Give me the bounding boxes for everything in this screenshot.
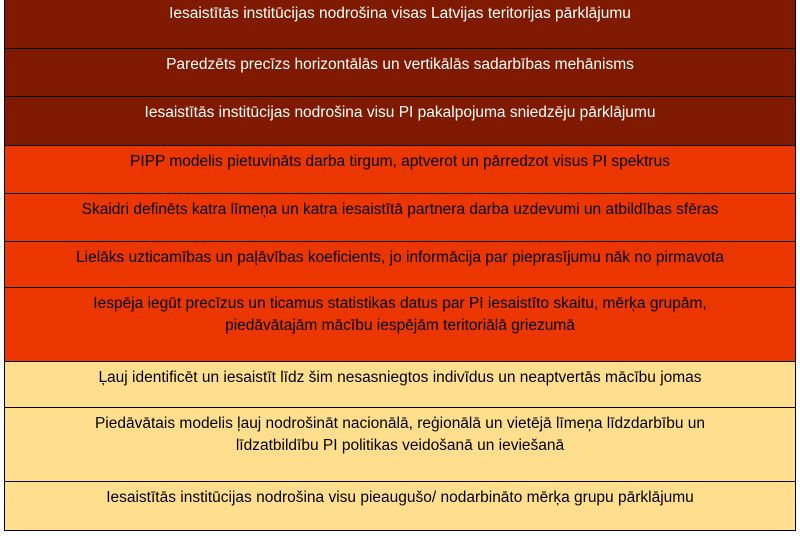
- row-text: Iespēja iegūt precīzus un ticamus statistikas datus par PI iesaistīto skaitu, mērķa grupām, piedāvātajām mācību iespējām teritoriālā griezumā: [93, 295, 707, 334]
- row-text: Skaidri definēts katra līmeņa un katra iesaistītā partnera darba uzdevumi un atbildības sfēras: [81, 201, 719, 218]
- row-text: PIPP modelis pietuvināts darba tirgum, aptverot un pārredzot visus PI spektrus: [130, 153, 670, 170]
- row-text: Piedāvātais modelis ļauj nodrošināt nacionālā, reģionālā un vietējā līmeņa līdzdarbību un līdzatbildību PI politikas veidošanā un ieviešanā: [94, 415, 706, 454]
- table-row: [5, 0, 795, 48]
- table-row: [5, 96, 795, 145]
- row-text: Iesaistītās institūcijas nodrošina visu pieaugušo/ nodarbināto mērķa grupu pārklājumu: [106, 489, 694, 506]
- table-row: [5, 407, 795, 481]
- row-text: Paredzēts precīzs horizontālās un vertikālās sadarbības mehānisms: [166, 56, 634, 73]
- table-row: [5, 361, 795, 407]
- row-text: Iesaistītās institūcijas nodrošina visu PI pakalpojuma sniedzēju pārklājumu: [144, 104, 656, 121]
- table-row: [5, 481, 795, 530]
- benefits-table: [4, 0, 796, 531]
- table-row: [5, 241, 795, 287]
- table-row: [5, 287, 795, 361]
- table-row: [5, 193, 795, 241]
- row-text: Ļauj identificēt un iesaistīt līdz šim nesasniegtos indivīdus un neaptvertās mācību jomas: [98, 369, 702, 386]
- row-text: Iesaistītās institūcijas nodrošina visas Latvijas teritorijas pārklājumu: [169, 5, 631, 22]
- table-row: [5, 48, 795, 96]
- row-text: Lielāks uzticamības un paļāvības koeficients, jo informācija par pieprasījumu nāk no pirmavota: [76, 249, 724, 266]
- table-row: [5, 145, 795, 193]
